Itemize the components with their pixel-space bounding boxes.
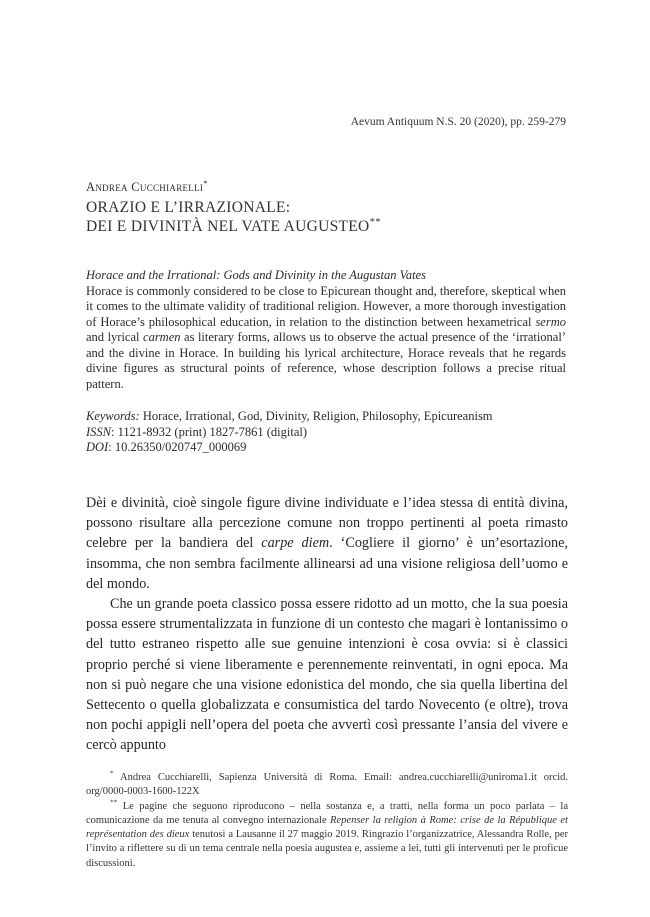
journal-reference: Aevum Antiquum N.S. 20 (2020), pp. 259-279 (350, 116, 566, 128)
keywords-label: Keywords: (86, 409, 140, 423)
footnote-1 (86, 768, 568, 800)
abstract-term-carmen: carmen (143, 330, 181, 344)
abstract (86, 268, 566, 392)
footnote-2-text: tenutosi a Lausanne il 27 maggio 2019. Ringrazio l’organizzatrice, Alessandra Rolle, per l’invito a riflettere su di un tema centrale nella poesia augustea e, assieme a lei, tutti gli intervenuti per le proficue discussioni. (86, 829, 568, 869)
doi-label: DOI (86, 440, 109, 454)
doi-line (86, 440, 566, 456)
body-term-carpe-diem: carpe diem (261, 535, 330, 552)
body-paragraph-2: Che un grande poeta classico possa essere ridotto ad un motto, che la sua poesia possa essere strumentalizzata in funzione di un contesto che magari è lontanissimo o del tutto estraneo rispetto alle sue genuine intenzioni è cosa ovvia: si è classici proprio perché si viene liberamente e perennemente reinventati, in ogni epoca. Ma non si può negare che una visione edonistica del mondo, che sia quella libertina del Settecento o quella globalizzata e consumistica del tardo Novecento (e oltre), trova non pochi appigli nell’opera del poeta che avvertì così pressante l’ansia del vivere e cercò appunto (86, 596, 568, 754)
author-name (86, 177, 208, 195)
article-title (86, 198, 566, 236)
issn-line (86, 425, 566, 441)
author-footnote-marker: * (203, 177, 208, 188)
footnote-2-text: Le pagine che seguono riproducono – nella sostanza e, a tratti, nella forma un poco parlata – la comunicazione da me tenuta al convegno internazionale (86, 800, 568, 826)
article-body (86, 493, 568, 756)
abstract-text-part: and lyrical (86, 330, 144, 344)
abstract-text-part: Horace is commonly considered to be close to Epicurean thought and, therefore, skeptical when it comes to the ultimate validity of traditional religion. However, a more thorough investigation of Horace’s philosophical education, in relation to the distinction between hexametrical (86, 283, 566, 329)
abstract-heading-text: Horace and the Irrational: Gods and Divinity in the Augustan Vates (86, 268, 427, 282)
footnote-1-marker: * (110, 768, 114, 778)
body-text-part: Dèi e divinità, cioè singole figure divine individuate e l’idea stessa di entità divina, possono risultare alla percezione comune non troppo pertinenti al poeta rimasto celebre per la bandiera del (86, 495, 568, 552)
abstract-text-part: as literary forms, allows us to observe the actual presence of the ‘irrational’ and the divine in Horace. In building his lyrical architecture, Horace reveals that he regards divine figures as structural points of reference, whose description follows a precise ritual pattern. (86, 330, 566, 391)
title-footnote-marker: ** (369, 215, 381, 228)
footnote-1-text: Andrea Cucchiarelli, Sapienza Università di Roma. Email: andrea.cucchiarelli@uniroma1.it orcid. org/0000-0003-1600-122X (86, 772, 568, 798)
keywords-line (86, 409, 566, 425)
title-line-2 (86, 217, 566, 236)
issn-value: : 1121-8932 (print) 1827-7861 (digital) (111, 424, 308, 439)
article-metadata (86, 409, 566, 456)
author-name-text: Andrea Cucchiarelli (86, 180, 204, 194)
issn-label: ISSN (86, 424, 111, 439)
body-text-part: . ‘Cogliere il giorno’ è un’esortazione, insomma, che non sembra facilmente allinearsi ad una visione religiosa dell’uomo e del mondo. (86, 535, 568, 592)
footnote-2-marker: ** (110, 797, 118, 807)
footnote-2-conference-title: Repenser la religion à Rome: crise de la République et représentation des dieux (86, 814, 568, 841)
body-paragraph-1 (86, 493, 568, 594)
footnote-2 (86, 797, 568, 871)
keywords-value: Horace, Irrational, God, Divinity, Religion, Philosophy, Epicureanism (139, 409, 493, 423)
abstract-term-sermo: sermo (535, 314, 566, 329)
abstract-text (86, 284, 566, 393)
doi-value: : 10.26350/020747_000069 (108, 440, 247, 454)
title-line-2-text: DEI E DIVINITÀ NEL VATE AUGUSTEO (86, 218, 370, 235)
footnotes (86, 768, 568, 871)
title-line-1: ORAZIO E L’IRRAZIONALE: (86, 199, 291, 216)
abstract-heading (86, 268, 566, 284)
